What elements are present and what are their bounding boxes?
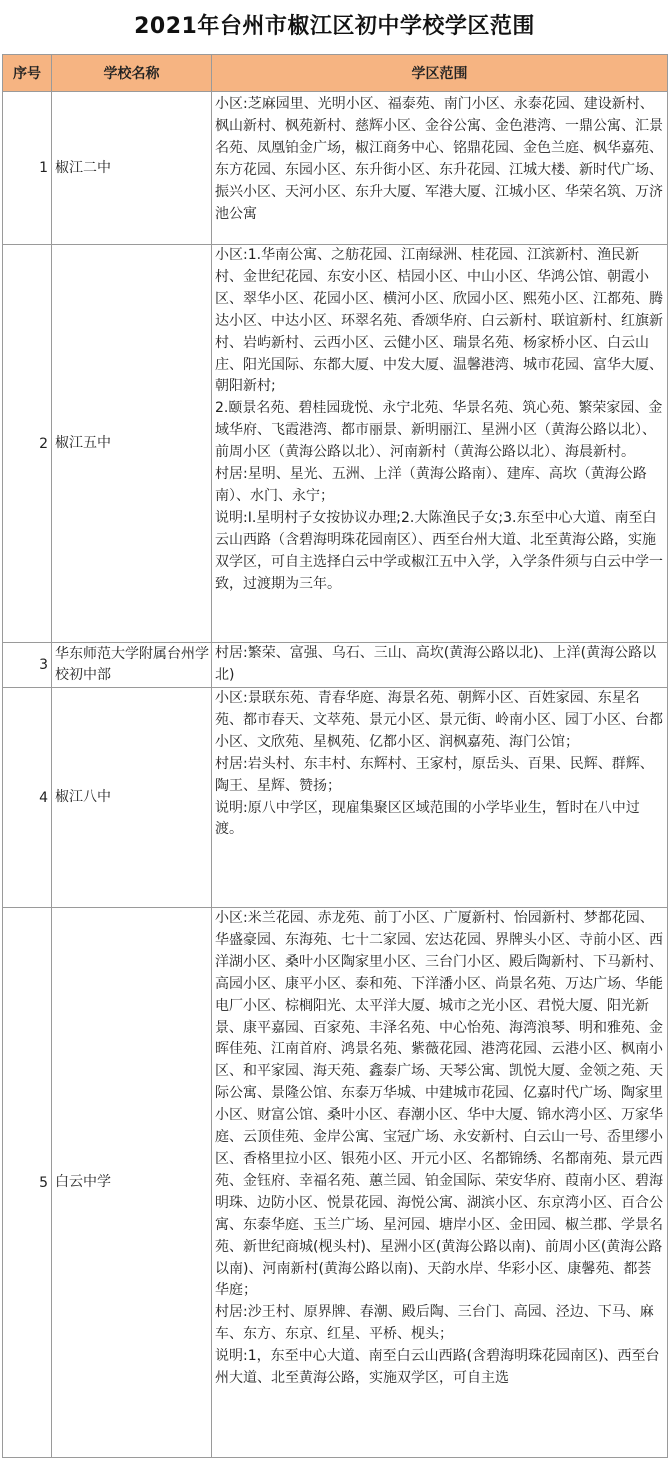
scope-paragraph: 小区:芝麻园里、光明小区、福泰苑、南门小区、永泰花园、建设新村、枫山新村、枫苑新村、慈辉小区、金谷公寓、金色港湾、一鼎公寓、汇景名苑、凤凰铂金广场，椒江商务中心、铭鼎花园、金色兰庭、枫华嘉苑、东方花园、东园小区、东升街小区、东升花园、江城大楼、新时代广场、振兴小区、天河小区、东升大厦、军港大厦、江城小区、华荣名筑、万济池公寓 — [215, 96, 663, 222]
scope-paragraph: 村居:繁荣、富强、乌石、三山、高坎(黄海公路以北)、上洋(黄海公路以北) — [215, 645, 657, 683]
header-scope: 学区范围 — [212, 55, 668, 92]
row-scope — [212, 245, 668, 643]
school-district-table — [2, 54, 668, 1458]
scope-paragraph: 小区:米兰花园、赤龙苑、前丁小区、广厦新村、怡园新村、梦都花园、华盛豪园、东海苑、七十二家园、宏达花园、界牌头小区、寺前小区、西洋湖小区、桑叶小区陶家里小区、三台门小区、殿后陶新村、下马新村、高园小区、康平小区、泰和苑、下洋潘小区、尚景名苑、万达广场、华能电厂小区、棕榈阳光、太平洋大厦、城市之光小区、君悦大厦、阳光新景、康平嘉园、百家苑、丰泽名苑、中心怡苑、海湾浪琴、明和雅苑、金晖佳苑、江南首府、鸿景名苑、紫薇花园、港湾花园、云港小区、枫南小区、和平家园、海天苑、鑫泰广场、天琴公寓、凯悦大厦、金领之苑、天际公寓、景隆公馆、东泰万华城、中建城市花园、亿嘉时代广场、陶家里小区、财富公馆、桑叶小区、春潮小区、华中大厦、锦水湾小区、万家华庭、云顶佳苑、金岸公寓、宝冠广场、永安新村、白云山一号、岙里缪小区、香格里拉小区、银苑小区、开元小区、名都锦绣、名都南苑、景元西苑、金钰府、幸福名苑、蕙兰园、铂金国际、荣安华府、葭南小区、碧海明珠、边防小区、悦景花园、海悦公寓、湖滨小区、东京湾小区、百合公寓、东泰华庭、玉兰广场、星河园、塘岸小区、金田园、椒兰郡、学景名苑、新世纪商城(枧头村)、星洲小区(黄海公路以南)、前周小区(黄海公路以南)、河南新村(黄海公路以南)、天韵水岸、华彩小区、康馨苑、都荟华庭； — [215, 910, 663, 1299]
scope-paragraph: 说明:I.星明村子女按协议办理;2.大陈渔民子女;3.东至中心大道、南至白云山西路（含碧海明珠花园南区）、西至台州大道、北至黄海公路，实施双学区，可自主选择白云中学或椒江五中入学，入学条件须与白云中学一致，过渡期为三年。 — [215, 509, 663, 592]
scope-paragraph: 说明:原八中学区，现雇集聚区区域范围的小学毕业生，暂时在八中过渡。 — [215, 799, 640, 838]
row-school: 椒江五中 — [52, 245, 212, 643]
row-num: 3 — [3, 643, 52, 688]
scope-paragraph: 小区:景联东苑、青春华庭、海景名苑、朝辉小区、百姓家园、东星名苑、都市春天、文萃苑、景元小区、景元街、岭南小区、园丁小区、台都小区、文欣苑、星枫苑、亿都小区、润枫嘉苑、海门公馆； — [215, 690, 663, 750]
row-num: 2 — [3, 245, 52, 643]
table-row — [3, 908, 668, 1458]
row-scope — [212, 908, 668, 1458]
row-school: 白云中学 — [52, 908, 212, 1458]
scope-paragraph: 村居:沙王村、原界牌、春潮、殿后陶、三台门、高园、泾边、下马、麻车、东方、东京、红星、平桥、枧头； — [215, 1304, 654, 1343]
table-header-row — [3, 55, 668, 92]
table-row — [3, 245, 668, 643]
row-scope — [212, 688, 668, 908]
header-school: 学校名称 — [52, 55, 212, 92]
row-num: 1 — [3, 92, 52, 245]
header-num: 序号 — [3, 55, 52, 92]
row-scope — [212, 92, 668, 245]
table-row — [3, 688, 668, 908]
scope-paragraph: 村居:星明、星光、五洲、上洋（黄海公路南）、建库、高坎（黄海公路南）、水门、永宁； — [215, 466, 647, 504]
row-num: 4 — [3, 688, 52, 908]
scope-paragraph: 说明:1，东至中心大道、南至白云山西路(含碧海明珠花园南区)、西至台州大道、北至黄海公路，实施双学区，可自主选 — [215, 1348, 660, 1387]
scope-paragraph: 小区:1.华南公寓、之舫花园、江南绿洲、桂花园、江滨新村、渔民新村、金世纪花园、东安小区、桔园小区、中山小区、华鸿公馆、朝霞小区、翠华小区、花园小区、横河小区、欣园小区、熙苑小区、江都苑、腾达小区、中达小区、环翠名苑、香颂华府、白云新村、联谊新村、红旗新村、岩屿新村、云西小区、云健小区、瑞景名苑、杨家桥小区、白云山庄、阳光国际、东都大厦、中发大厦、温馨港湾、城市花园、富华大厦、朝阳新村; — [215, 247, 663, 395]
table-row — [3, 643, 668, 688]
row-num: 5 — [3, 908, 52, 1458]
row-school: 华东师范大学附属台州学校初中部 — [52, 643, 212, 688]
table-row — [3, 92, 668, 245]
row-school: 椒江二中 — [52, 92, 212, 245]
row-school: 椒江八中 — [52, 688, 212, 908]
scope-paragraph: 村居:岩头村、东丰村、东辉村、王家村，原岳头、百果、民辉、群辉、陶王、星辉、赞扬； — [215, 755, 654, 794]
row-scope — [212, 643, 668, 688]
scope-paragraph: 2.颐景名苑、碧桂园珑悦、永宁北苑、华景名苑、筑心苑、繁荣家园、金域华府、飞霞港湾、都市丽景、新明丽江、星洲小区（黄海公路以北）、前周小区（黄海公路以北）、河南新村（黄海公路以北）、海晨新村。 — [215, 400, 663, 461]
page-title: 2021年台州市椒江区初中学校学区范围 — [134, 14, 535, 39]
